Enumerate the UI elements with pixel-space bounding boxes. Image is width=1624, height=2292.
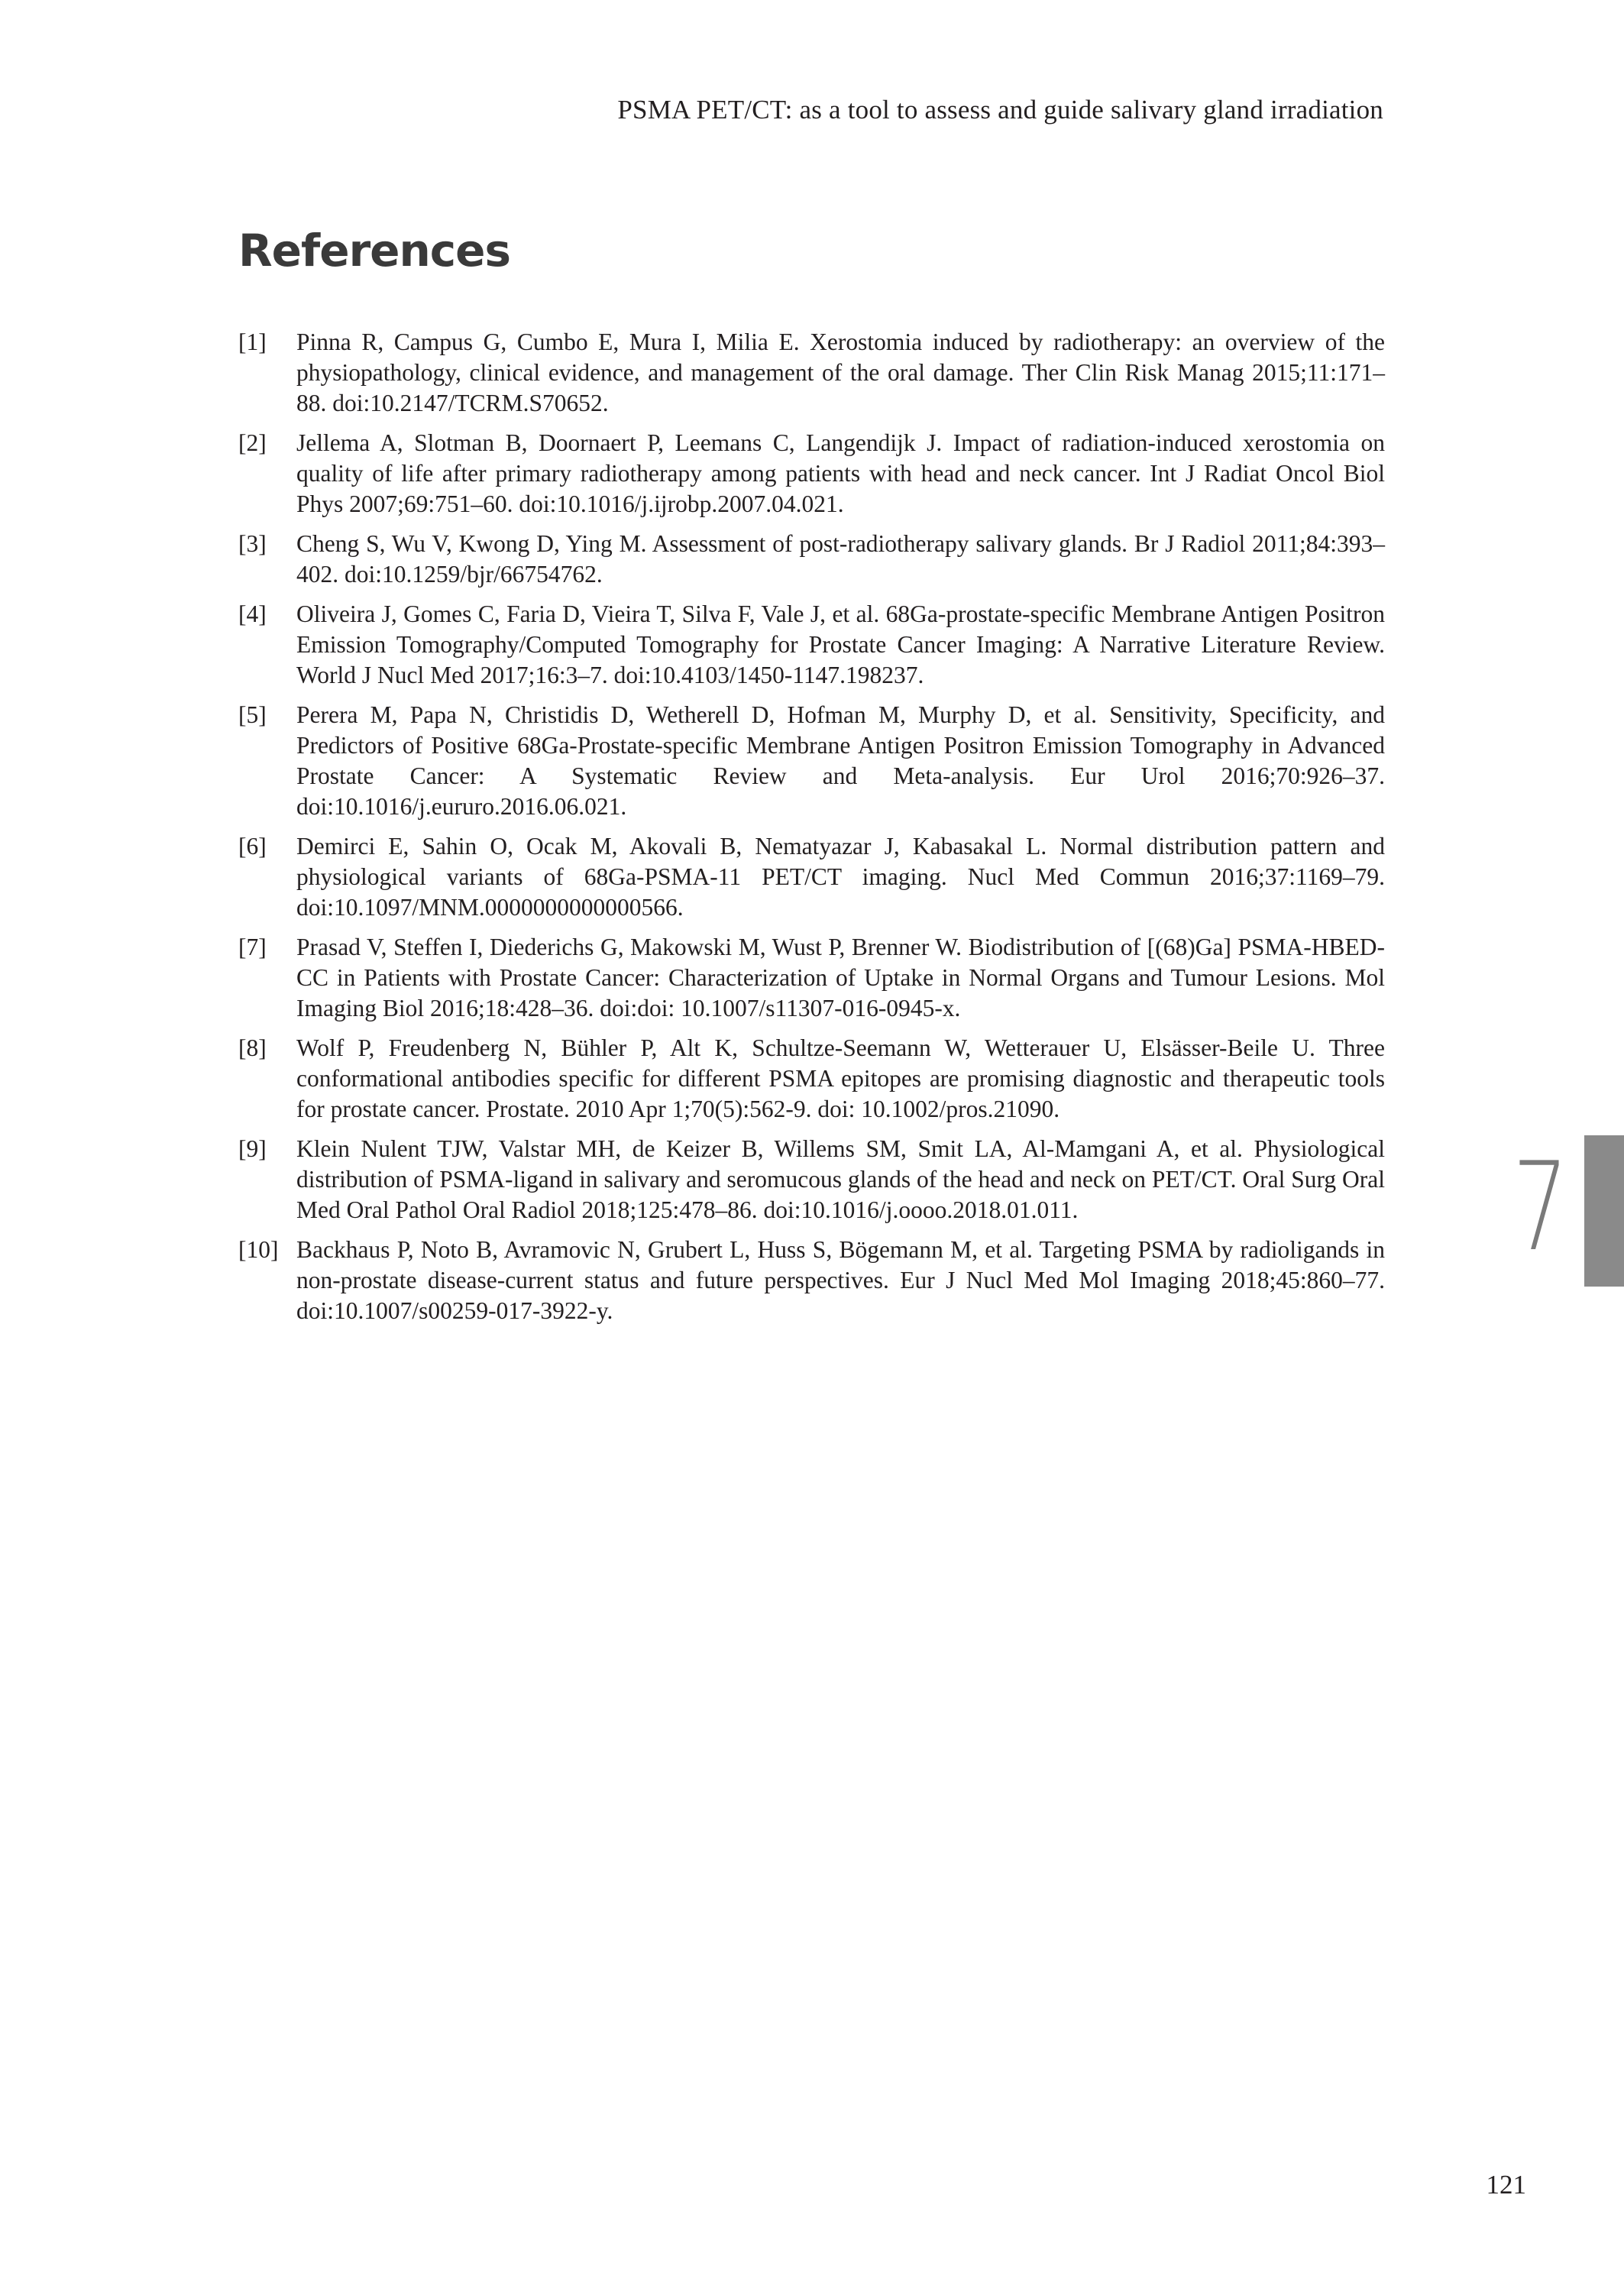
section-title: References — [238, 225, 511, 277]
reference-number: [1] — [238, 329, 267, 355]
reference-text: Pinna R, Campus G, Cumbo E, Mura I, Milia E. Xerostomia induced by radiotherapy: an overview of the physiopathology, clinical evidence, and management of the oral damage. Ther Clin Risk Manag 2015;11:171–88. doi:10.2147/TCRM.S70652. — [296, 329, 1385, 416]
reference-number: [5] — [238, 701, 267, 728]
reference-text: Perera M, Papa N, Christidis D, Wetherell D, Hofman M, Murphy D, et al. Sensitivity, Specificity, and Predictors of Positive 68Ga-Prostate-specific Membrane Antigen Positron Emission Tomography in Advanced Prostate Cancer: A Systematic Review and Meta-analysis. Eur Urol 2016;70:926–37. doi:10.1016/j.eururo.2016.06.021. — [296, 701, 1385, 820]
reference-item — [238, 1235, 1385, 1326]
reference-text: Jellema A, Slotman B, Doornaert P, Leemans C, Langendijk J. Impact of radiation-induced xerostomia on quality of life after primary radiotherapy among patients with head and neck cancer. Int J Radiat Oncol Biol Phys 2007;69:751–60. doi:10.1016/j.ijrobp.2007.04.021. — [296, 429, 1385, 517]
reference-item — [238, 327, 1385, 419]
reference-text: Oliveira J, Gomes C, Faria D, Vieira T, Silva F, Vale J, et al. 68Ga-prostate-specific Membrane Antigen Positron Emission Tomography/Computed Tomography for Prostate Cancer Imaging: A Narrative Literature Review. World J Nucl Med 2017;16:3–7. doi:10.4103/1450-1147.198237. — [296, 601, 1385, 688]
reference-number: [9] — [238, 1135, 267, 1162]
reference-item — [238, 1134, 1385, 1225]
reference-number: [6] — [238, 833, 267, 860]
reference-list — [238, 327, 1385, 1335]
reference-item — [238, 1033, 1385, 1125]
reference-number: [4] — [238, 601, 267, 627]
reference-item — [238, 529, 1385, 590]
reference-text: Cheng S, Wu V, Kwong D, Ying M. Assessment of post-radiotherapy salivary glands. Br J Radiol 2011;84:393–402. doi:10.1259/bjr/66754762. — [296, 530, 1385, 588]
page-number: 121 — [1486, 2170, 1526, 2200]
reference-number: [2] — [238, 429, 267, 456]
reference-item — [238, 428, 1385, 520]
reference-text: Prasad V, Steffen I, Diederichs G, Makowski M, Wust P, Brenner W. Biodistribution of [(68)Ga] PSMA-HBED-CC in Patients with Prostate Cancer: Characterization of Uptake in Normal Organs and Tumour Lesions. Mol Imaging Biol 2016;18:428–36. doi:doi: 10.1007/s11307-016-0945-x. — [296, 934, 1385, 1021]
chapter-number: 7 — [1512, 1135, 1569, 1278]
reference-text: Wolf P, Freudenberg N, Bühler P, Alt K, Schultze-Seemann W, Wetterauer U, Elsässer-Beile U. Three conformational antibodies specific for different PSMA epitopes are promising diagnostic and therapeutic tools for prostate cancer. Prostate. 2010 Apr 1;70(5):562-9. doi: 10.1002/pros.21090. — [296, 1034, 1385, 1122]
reference-text: Backhaus P, Noto B, Avramovic N, Grubert L, Huss S, Bögemann M, et al. Targeting PSMA by radioligands in non-prostate disease-current status and future perspectives. Eur J Nucl Med Mol Imaging 2018;45:860–77. doi:10.1007/s00259-017-3922-y. — [296, 1236, 1385, 1324]
reference-item — [238, 932, 1385, 1024]
reference-item — [238, 700, 1385, 822]
reference-item — [238, 599, 1385, 691]
reference-number: [7] — [238, 934, 267, 960]
reference-text: Demirci E, Sahin O, Ocak M, Akovali B, Nematyazar J, Kabasakal L. Normal distribution pattern and physiological variants of 68Ga-PSMA-11 PET/CT imaging. Nucl Med Commun 2016;37:1169–79. doi:10.1097/MNM.0000000000000566. — [296, 833, 1385, 921]
reference-number: [10] — [238, 1236, 279, 1263]
reference-text: Klein Nulent TJW, Valstar MH, de Keizer B, Willems SM, Smit LA, Al-Mamgani A, et al. Physiological distribution of PSMA-ligand in salivary and seromucous glands of the head and neck on PET/CT. Oral Surg Oral Med Oral Pathol Oral Radiol 2018;125:478–86. doi:10.1016/j.oooo.2018.01.011. — [296, 1135, 1385, 1223]
chapter-thumb-tab — [1584, 1135, 1624, 1287]
reference-number: [3] — [238, 530, 267, 557]
reference-item — [238, 831, 1385, 923]
running-header: PSMA PET/CT: as a tool to assess and guide salivary gland irradiation — [617, 95, 1383, 125]
reference-number: [8] — [238, 1034, 267, 1061]
